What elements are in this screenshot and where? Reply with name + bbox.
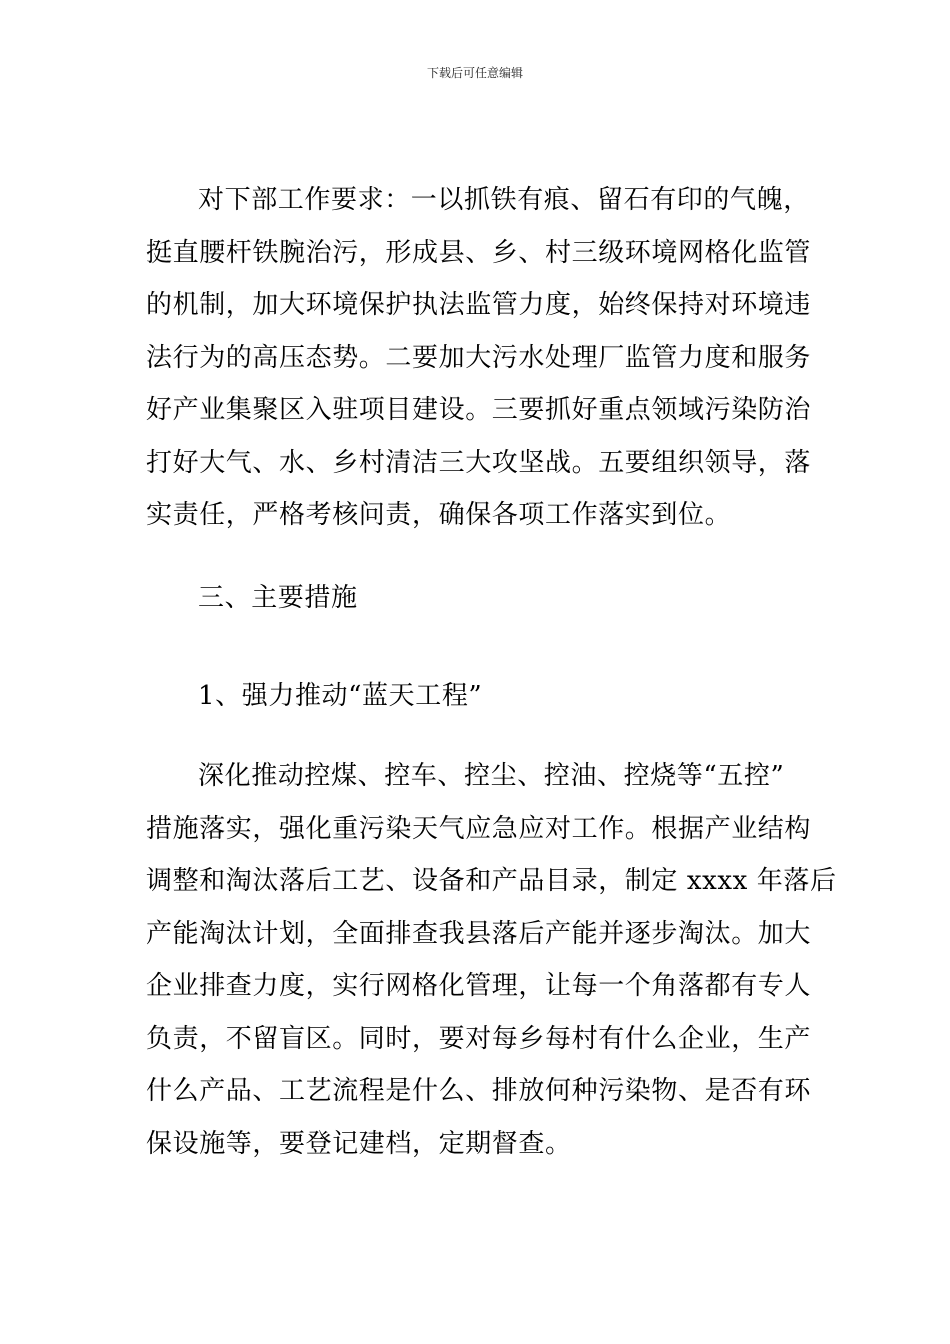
paragraph-line: 措施落实，强化重污染天气应急应对工作。根据产业结构 — [146, 813, 812, 844]
section-heading: 三、主要措施 — [198, 583, 358, 613]
paragraph-line: 产能淘汰计划，全面排查我县落后产能并逐步淘汰。加大 — [146, 918, 812, 949]
paragraph-line: 调整和淘汰落后工艺、设备和产品目录，制定 xxxx 年落后 — [146, 866, 837, 896]
paragraph-line: 的机制，加大环境保护执法监管力度，始终保持对环境违 — [146, 290, 812, 320]
paragraph-line: 打好大气、水、乡村清洁三大攻坚战。五要组织领导，落 — [146, 447, 812, 478]
paragraph-line: 法行为的高压态势。二要加大污水处理厂监管力度和服务 — [146, 342, 812, 373]
paragraph-work-requirements — [146, 174, 814, 542]
paragraph-line: 保设施等，要登记建档，定期督查。 — [146, 1128, 572, 1159]
paragraph-line: 好产业集聚区入驻项目建设。三要抓好重点领域污染防治 — [146, 395, 812, 425]
paragraph-line: 深化推动控煤、控车、控尘、控油、控烧等“五控” — [198, 761, 785, 791]
paragraph-line: 什么产品、工艺流程是什么、排放何种污染物、是否有环 — [146, 1076, 812, 1106]
paragraph-line: 实责任，严格考核问责，确保各项工作落实到位。 — [146, 500, 732, 530]
subsection-heading: 1、强力推动“蓝天工程” — [198, 681, 483, 711]
paragraph-line: 负责，不留盲区。同时，要对每乡每村有什么企业，生产 — [146, 1023, 812, 1054]
page-header-note: 下载后可任意编辑 — [426, 66, 523, 80]
paragraph-line: 企业排查力度，实行网格化管理，让每一个角落都有专人 — [146, 971, 812, 1001]
paragraph-line: 对下部工作要求：一以抓铁有痕、留石有印的气魄， — [198, 185, 810, 215]
paragraph-line: 挺直腰杆铁腕治污，形成县、乡、村三级环境网格化监管 — [146, 237, 812, 268]
paragraph-blue-sky-project — [146, 750, 837, 1170]
